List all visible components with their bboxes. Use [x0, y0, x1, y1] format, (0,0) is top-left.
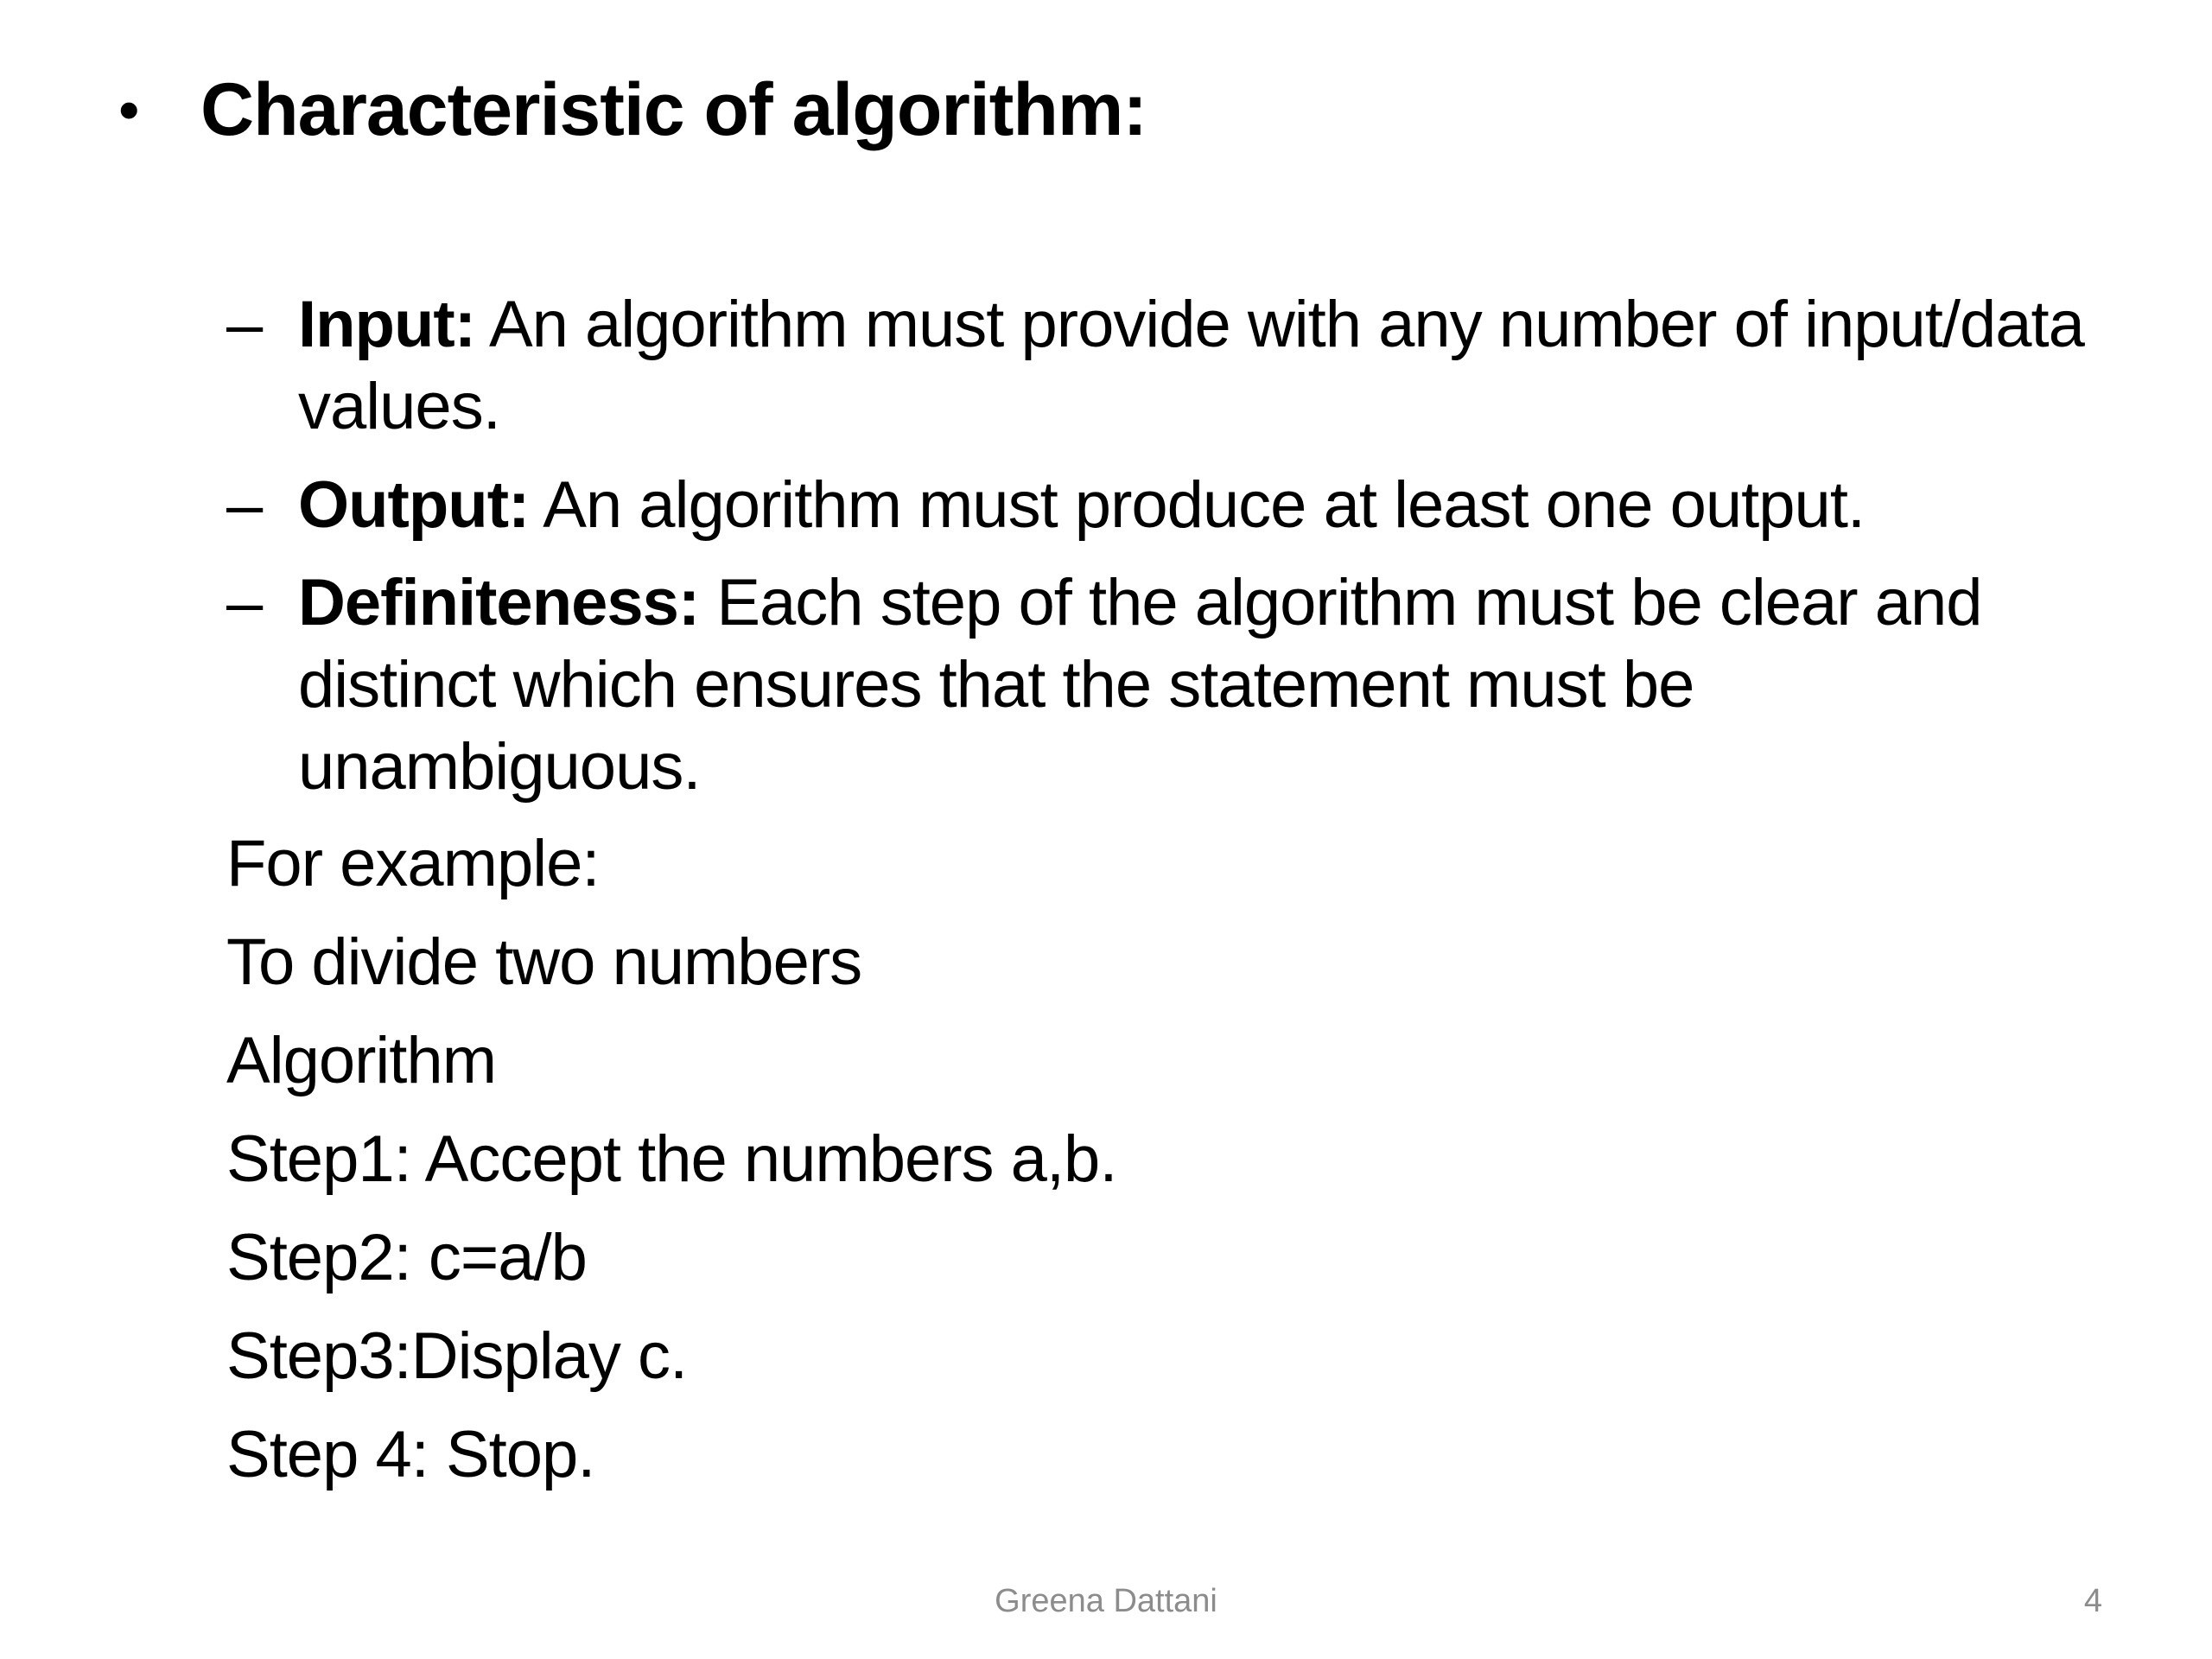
example-line: Step3:Display c. — [226, 1319, 688, 1393]
footer-author: Greena Dattani — [995, 1583, 1217, 1619]
term-description: Each step of the algorithm must be clear and distinct which ensures that the statement must be unambiguous. — [298, 566, 1982, 804]
example-line: Algorithm — [226, 1024, 496, 1097]
term-description: An algorithm must provide with any number of input/data values. — [298, 288, 2084, 443]
example-line: Step1: Accept the numbers a,b. — [226, 1122, 1117, 1196]
list-item-text — [298, 283, 2113, 448]
term-label: Output: — [298, 468, 530, 542]
list-item-text — [298, 464, 2113, 546]
slide-title: Characteristic of algorithm: — [200, 68, 1147, 151]
dash-bullet: – — [226, 468, 264, 542]
dash-bullet: – — [226, 566, 264, 639]
title-bullet: • — [118, 76, 140, 143]
page-number: 4 — [2083, 1583, 2102, 1619]
example-line: To divide two numbers — [226, 925, 862, 999]
term-label: Definiteness: — [298, 566, 700, 639]
example-line: Step 4: Stop. — [226, 1418, 595, 1491]
term-label: Input: — [298, 288, 476, 361]
term-description: An algorithm must produce at least one output. — [529, 468, 1866, 542]
example-line: Step2: c=a/b — [226, 1221, 587, 1294]
list-item-text — [298, 562, 2113, 808]
example-line: For example: — [226, 827, 600, 900]
dash-bullet: – — [226, 288, 264, 361]
